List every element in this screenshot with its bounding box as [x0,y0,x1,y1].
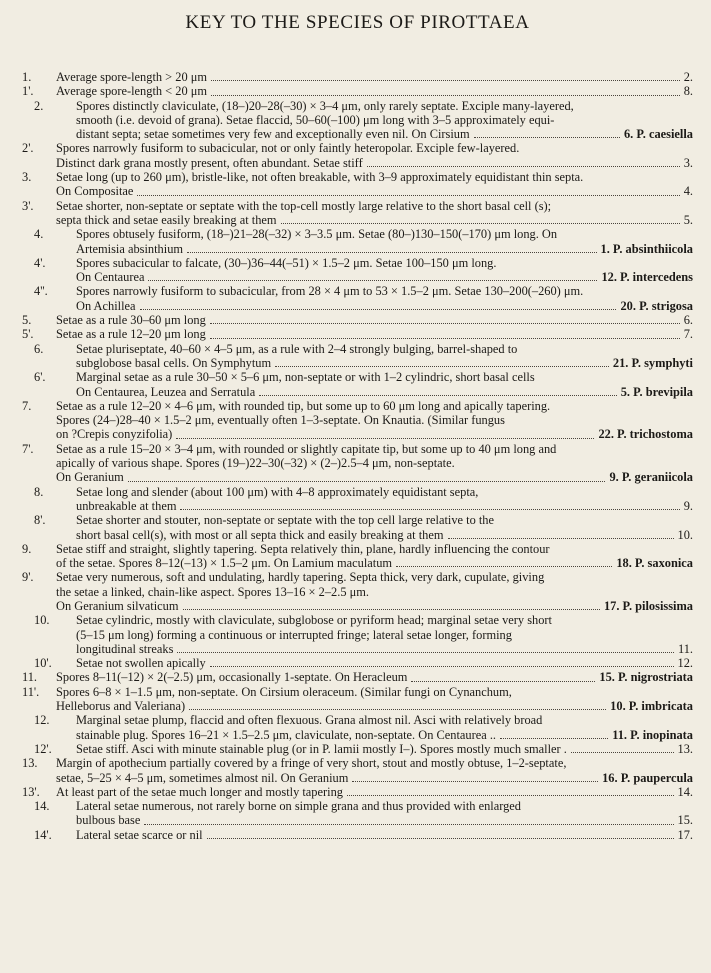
entry-text-line: subglobose basal cells. On Symphytum [76,355,272,370]
entry-text-line: Average spore-length > 20 μm [56,70,208,84]
entry-text-line: Setae pluriseptate, 40–60 × 4–5 μm, as a rule with 2–4 strongly bulging, barrel-shaped to [76,341,518,356]
entry-text-line: Spores distinctly claviculate, (18–)20–28(–30) × 3–4 μm, only rarely septate. Exciple many-layered, [76,98,574,113]
entry-text-line: On Centaurea, Leuzea and Serratula [76,384,256,399]
entry-text-line: of the setae. Spores 8–12(–13) × 1.5–2 μm. On Lamium maculatum [56,556,393,571]
dot-leader [177,652,674,653]
couplet-reference: 8. [683,84,693,99]
dot-leader [180,509,679,510]
entry-text-line: distant septa; setae sometimes very few and exceptionally even nil. On Cirsium [76,127,470,142]
entry-text-line: Artemisia absinthium [76,241,184,256]
page-title: KEY TO THE SPECIES OF PIROTTAEA [185,12,530,33]
couplet-reference: 4. [683,184,693,199]
dot-leader [500,738,608,739]
entry-text-line: Marginal setae plump, flaccid and often flexuous. Grana almost nil. Asci with relatively broad [76,713,543,728]
couplet-reference: 2. [683,70,693,84]
entry-text-line: bulbous base [76,813,141,828]
entry-text-line: smooth (i.e. devoid of grana). Setae flaccid, 50–60(–100) μm long with 3–5 approximately equi- [76,112,555,127]
entry-text-line: stainable plug. Spores 16–21 × 1.5–2.5 μm, claviculate, non-septate. On Centaurea .. [76,727,497,742]
dot-leader [207,838,674,839]
key-entry [22,656,693,670]
couplet-number: 8. [34,484,44,499]
couplet-reference: 5. [683,212,693,227]
key-entry [22,141,693,170]
dot-leader [210,323,680,324]
couplet-reference: 13. [677,741,693,756]
dot-leader [137,195,679,196]
couplet-number: 7'. [22,441,34,456]
couplet-reference: 17. [677,827,693,842]
couplet-number: 1'. [22,84,34,99]
dot-leader [210,338,680,339]
entry-text-line: longitudinal streaks [76,641,174,656]
key-entry [22,70,693,84]
dot-leader [211,95,680,96]
couplet-number: 6. [34,341,44,356]
dot-leader [347,795,674,796]
taxon-result: 20. P. strigosa [620,298,693,313]
dot-leader [144,824,673,825]
entry-text-line: Spores 8–11(–12) × 2(–2.5) μm, occasionally 1-septate. On Heracleum [56,670,408,685]
key-entry [22,742,693,756]
couplet-number: 7. [22,398,32,413]
key-entry [22,256,693,285]
couplet-number: 11'. [22,684,40,699]
couplet-number: 1. [22,70,32,84]
key-entry [22,713,693,742]
entry-text-line: apically of various shape. Spores (19–)22–30(–32) × (2–)2.5–4 μm, non-septate. [56,456,455,471]
couplet-reference: 9. [683,498,693,513]
key-entry [22,756,693,785]
dot-leader [281,223,680,224]
couplet-number: 14. [34,799,50,814]
dot-leader [411,681,595,682]
taxon-result: 5. P. brevipila [620,384,693,399]
entry-text-line: Average spore-length < 20 μm [56,84,208,99]
entry-text-line: setae, 5–25 × 4–5 μm, sometimes almost nil. On Geranium [56,770,349,785]
couplet-number: 3'. [22,198,34,213]
entry-text-line: Spores subacicular to falcate, (30–)36–44(–51) × 1.5–2 μm. Setae 100–150 μm long. [76,255,497,270]
couplet-number: 10. [34,613,50,628]
entry-text-line: Setae as a rule 30–60 μm long [56,313,206,328]
key-entry [22,513,693,542]
taxon-result: 12. P. intercedens [601,270,693,285]
entry-text-line: Setae not swollen apically [76,656,206,671]
taxon-result: 15. P. nigrostriata [599,670,693,685]
couplet-number: 9. [22,541,32,556]
couplet-number: 5'. [22,327,34,342]
key-entry [22,284,693,313]
entry-text-line: Lateral setae scarce or nil [76,827,203,842]
entry-text-line: short basal cell(s), with most or all septa thick and easily breaking at them [76,527,444,542]
taxon-result: 22. P. trichostoma [598,427,693,442]
couplet-reference: 10. [677,527,693,542]
dot-leader [352,781,598,782]
couplet-number: 10'. [34,656,52,671]
dot-leader [571,752,674,753]
key-entry [22,327,693,341]
taxon-result: 16. P. paupercula [602,770,693,785]
entry-text-line: Setae very numerous, soft and undulating, hardly tapering. Septa thick, very dark, cupulate, giving [56,570,545,585]
couplet-reference: 7. [683,327,693,342]
key-entry [22,170,693,199]
dot-leader [448,538,674,539]
key-entry [22,542,693,571]
couplet-number: 13. [22,756,38,771]
dot-leader [148,280,597,281]
entry-text-line: the setae a linked, chain-like aspect. Spores 13–16 × 2–2.5 μm. [56,584,369,599]
dot-leader [367,166,680,167]
key-entry [22,613,693,656]
entry-text-line: On Centaurea [76,270,145,285]
couplet-number: 3. [22,170,32,185]
couplet-reference: 12. [677,656,693,671]
couplet-number: 12'. [34,741,52,756]
couplet-reference: 15. [677,813,693,828]
key-entry [22,570,693,613]
entry-text-line: Setae as a rule 12–20 μm long [56,327,206,342]
dot-leader [210,666,674,667]
key-entry [22,199,693,228]
entry-text-line: unbreakable at them [76,498,177,513]
entry-text-line: Spores 6–8 × 1–1.5 μm, non-septate. On Cirsium oleraceum. (Similar fungi on Cynanchum, [56,684,512,699]
entry-text-line: Marginal setae as a rule 30–50 × 5–6 μm, non-septate or with 1–2 cylindric, short basal cells [76,370,535,385]
couplet-number: 8'. [34,513,46,528]
couplet-number: 11. [22,670,38,685]
entry-text-line: Spores narrowly fusiform to subacicular, not or only faintly heteropolar. Exciple few-layered. [56,141,520,156]
key-entry [22,442,693,485]
taxon-result: 18. P. saxonica [616,556,693,571]
couplet-number: 13'. [22,784,40,799]
taxon-result: 1. P. absinthiicola [600,241,693,256]
key-entry [22,84,693,98]
entry-text-line: (5–15 μm long) forming a continuous or interrupted fringe; lateral setae longer, forming [76,627,512,642]
entry-text-line: On Compositae [56,184,134,199]
taxon-result: 17. P. pilosissima [603,598,693,613]
couplet-number: 4''. [34,284,48,299]
entry-text-line: Setae shorter and stouter, non-septate or septate with the top cell large relative to the [76,513,495,528]
couplet-number: 2. [34,98,44,113]
entry-text-line: Setae as a rule 12–20 × 4–6 μm, with rounded tip, but some up to 60 μm long and apically tapering. [56,398,551,413]
key-entry [22,785,693,799]
entry-text-line: Margin of apothecium partially covered by a fringe of very short, stout and mostly obtuse, 1–2-septate, [56,756,567,771]
key-entry [22,370,693,399]
dot-leader [140,309,617,310]
couplet-number: 2'. [22,141,34,156]
entry-text-line: septa thick and setae easily breaking at them [56,212,277,227]
key-entry [22,227,693,256]
entry-text-line: Lateral setae numerous, not rarely borne on simple grana and thus provided with enlarged [76,799,522,814]
couplet-reference: 3. [683,155,693,170]
entry-text-line: On Achillea [76,298,136,313]
key-entry [22,670,693,684]
couplet-number: 5. [22,313,32,328]
key-entry [22,485,693,514]
taxon-result: 6. P. caesiella [623,127,693,142]
dot-leader [189,709,606,710]
couplet-reference: 11. [677,641,693,656]
entry-text-line: Setae stiff and straight, slightly tapering. Septa relatively thin, plane, hardly influencing the contour [56,541,550,556]
entry-text-line: Setae cylindric, mostly with claviculate, subglobose or pyriform head; marginal setae very short [76,613,552,628]
entry-text-line: Helleborus and Valeriana) [56,699,186,714]
key-entries [22,70,693,842]
key-entry [22,828,693,842]
entry-text-line: Setae stiff. Asci with minute stainable plug (or in P. lamii mostly I–). Spores mostly much smaller . [76,741,567,756]
couplet-number: 4. [34,227,44,242]
dot-leader [128,481,606,482]
entry-text-line: Setae shorter, non-septate or septate with the top-cell mostly large relative to the short basal cell (s); [56,198,552,213]
dot-leader [187,252,596,253]
entry-text-line: Spores (24–)28–40 × 1.5–2 μm, eventually often 1–3-septate. On Knautia. (Similar fungus [56,413,505,428]
key-entry [22,399,693,442]
taxon-result: 9. P. geraniicola [609,470,693,485]
entry-text-line: on ?Crepis conyzifolia) [56,427,173,442]
dot-leader [275,366,609,367]
couplet-number: 14'. [34,827,52,842]
dot-leader [176,438,594,439]
taxon-result: 21. P. symphyti [612,355,693,370]
entry-text-line: Setae long and slender (about 100 μm) with 4–8 approximately equidistant septa, [76,484,479,499]
key-entry [22,799,693,828]
dot-leader [211,80,680,81]
entry-text-line: On Geranium [56,470,124,485]
entry-text-line: On Geranium silvaticum [56,598,179,613]
dot-leader [396,566,612,567]
entry-text-line: Setae as a rule 15–20 × 3–4 μm, with rounded or slightly capitate tip, but some up to 40 μm long and [56,441,557,456]
taxon-result: 10. P. imbricata [610,699,693,714]
dot-leader [183,609,600,610]
taxon-result: 11. P. inopinata [612,727,693,742]
dot-leader [259,395,616,396]
key-entry [22,685,693,714]
key-entry [22,342,693,371]
couplet-number: 6'. [34,370,46,385]
couplet-reference: 6. [683,313,693,328]
entry-text-line: Spores obtusely fusiform, (18–)21–28(–32) × 3–3.5 μm. Setae (80–)130–150(–170) μm long. On [76,227,558,242]
couplet-number: 4'. [34,255,46,270]
entry-text-line: At least part of the setae much longer and mostly tapering [56,784,343,799]
entry-text-line: Spores narrowly fusiform to subacicular, from 28 × 4 μm to 53 × 1.5–2 μm. Setae 130–200(–260) μm. [76,284,584,299]
entry-text-line: Setae long (up to 260 μm), bristle-like, not often breakable, with 3–9 approximately equidistant thin septa. [56,170,584,185]
couplet-number: 9'. [22,570,34,585]
couplet-number: 12. [34,713,50,728]
key-entry [22,313,693,327]
entry-text-line: Distinct dark grana mostly present, often abundant. Setae stiff [56,155,363,170]
key-entry [22,99,693,142]
couplet-reference: 14. [677,784,693,799]
dot-leader [474,137,620,138]
